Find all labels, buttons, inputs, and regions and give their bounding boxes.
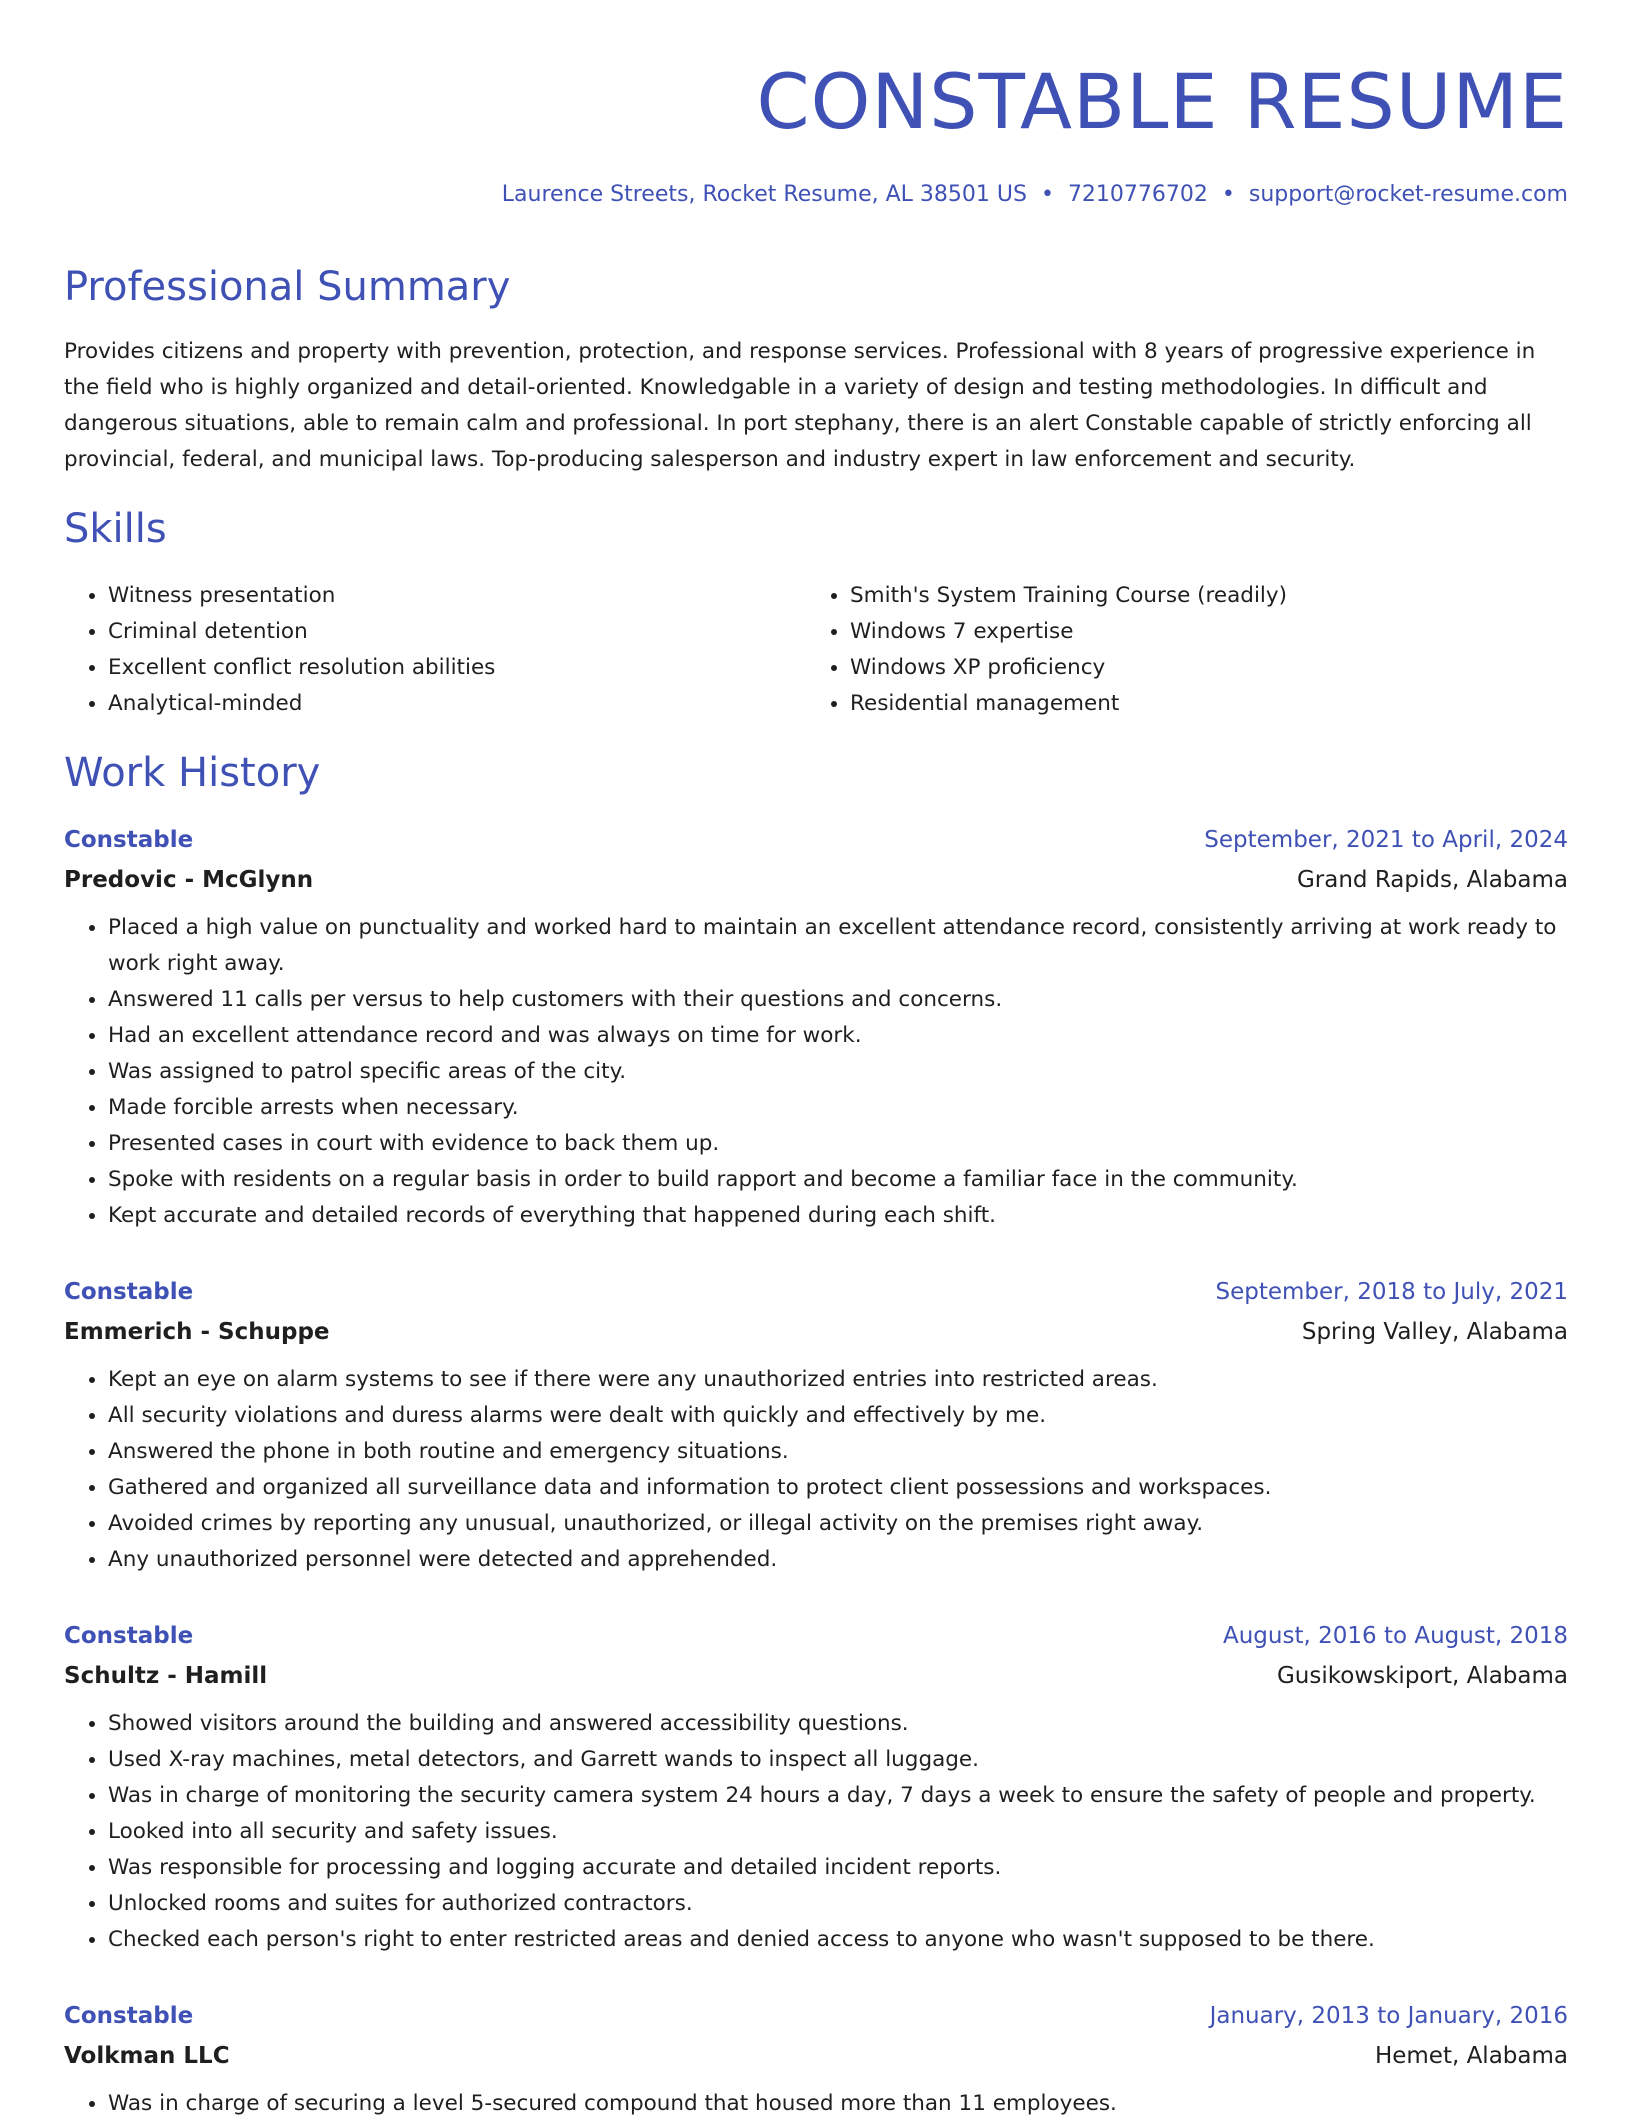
duty-item: • Kept accurate and detailed records of everything that happened during each shift. <box>108 1198 1568 1234</box>
separator-dot: • <box>1040 182 1054 207</box>
job-duties <box>64 1706 1568 1958</box>
skills-list <box>64 578 1568 722</box>
duty-item: • Placed a high value on punctuality and worked hard to maintain an excellent attendance record, consistently arriving at work ready to work right away. <box>108 910 1568 982</box>
job-company: Emmerich - Schuppe <box>64 1319 330 1345</box>
job-company: Volkman LLC <box>64 2043 230 2069</box>
job-company: Predovic - McGlynn <box>64 867 314 893</box>
skill-item: • Windows XP proficiency <box>850 650 1548 686</box>
job-dates: September, 2021 to April, 2024 <box>1204 827 1568 853</box>
duty-item: • Avoided crimes by reporting any unusual, unauthorized, or illegal activity on the premises right away. <box>108 1506 1568 1542</box>
job-dates: January, 2013 to January, 2016 <box>1209 2003 1568 2029</box>
job-company: Schultz - Hamill <box>64 1663 268 1689</box>
job-dates: September, 2018 to July, 2021 <box>1215 1279 1568 1305</box>
duty-item: • Gathered and organized all surveillance data and information to protect client possessions and workspaces. <box>108 1470 1568 1506</box>
duty-item: • All security violations and duress alarms were dealt with quickly and effectively by me. <box>108 1398 1568 1434</box>
job-title: Constable <box>64 2003 194 2029</box>
separator-dot: • <box>1221 182 1235 207</box>
skills-column-right <box>806 578 1548 722</box>
job-location: Grand Rapids, Alabama <box>1296 867 1568 893</box>
skill-item: • Analytical-minded <box>108 686 806 722</box>
job-entry <box>64 1616 1568 1958</box>
skill-item: • Witness presentation <box>108 578 806 614</box>
job-title: Constable <box>64 1279 194 1305</box>
duty-item: • Made forcible arrests when necessary. <box>108 1090 1568 1126</box>
job-dates: August, 2016 to August, 2018 <box>1223 1623 1568 1649</box>
job-duties <box>64 1362 1568 1578</box>
job-entry <box>64 820 1568 1234</box>
duty-item: • Was assigned to patrol specific areas of the city. <box>108 1054 1568 1090</box>
contact-line <box>502 182 1568 207</box>
job-title: Constable <box>64 1623 194 1649</box>
job-duties <box>64 2086 1568 2122</box>
duty-item: • Spoke with residents on a regular basis in order to build rapport and become a familiar face in the community. <box>108 1162 1568 1198</box>
duty-item: • Used X-ray machines, metal detectors, and Garrett wands to inspect all luggage. <box>108 1742 1568 1778</box>
candidate-name: CONSTABLE RESUME <box>756 57 1568 146</box>
job-entry <box>64 1272 1568 1578</box>
job-duties <box>64 910 1568 1234</box>
duty-item: • Answered 11 calls per versus to help customers with their questions and concerns. <box>108 982 1568 1018</box>
job-title: Constable <box>64 827 194 853</box>
duty-item: • Answered the phone in both routine and emergency situations. <box>108 1434 1568 1470</box>
duty-item: • Was in charge of monitoring the security camera system 24 hours a day, 7 days a week to ensure the safety of people and property. <box>108 1778 1568 1814</box>
skills-heading: Skills <box>64 506 167 552</box>
duty-item: • Was in charge of securing a level 5-secured compound that housed more than 11 employees. <box>108 2086 1568 2122</box>
skill-item: • Excellent conflict resolution abilities <box>108 650 806 686</box>
duty-item: • Kept an eye on alarm systems to see if there were any unauthorized entries into restricted areas. <box>108 1362 1568 1398</box>
duty-item: • Any unauthorized personnel were detected and apprehended. <box>108 1542 1568 1578</box>
skill-item: • Residential management <box>850 686 1548 722</box>
job-location: Gusikowskiport, Alabama <box>1276 1663 1568 1689</box>
work-history-heading: Work History <box>64 750 321 796</box>
skills-column-left <box>64 578 806 722</box>
phone-text: 7210776702 <box>1067 182 1208 207</box>
job-entry <box>64 1996 1568 2122</box>
duty-item: • Unlocked rooms and suites for authorized contractors. <box>108 1886 1568 1922</box>
skill-item: • Windows 7 expertise <box>850 614 1548 650</box>
duty-item: • Had an excellent attendance record and was always on time for work. <box>108 1018 1568 1054</box>
duty-item: • Showed visitors around the building and answered accessibility questions. <box>108 1706 1568 1742</box>
summary-heading: Professional Summary <box>64 264 511 310</box>
address-text: Laurence Streets, Rocket Resume, AL 38501 US <box>501 182 1027 207</box>
duty-item: • Was responsible for processing and logging accurate and detailed incident reports. <box>108 1850 1568 1886</box>
duty-item: • Checked each person's right to enter restricted areas and denied access to anyone who wasn't supposed to be there. <box>108 1922 1568 1958</box>
duty-item: • Presented cases in court with evidence to back them up. <box>108 1126 1568 1162</box>
email-link[interactable]: support@rocket-resume.com <box>1248 182 1568 207</box>
job-location: Hemet, Alabama <box>1374 2043 1568 2069</box>
skill-item: • Smith's System Training Course (readily) <box>850 578 1548 614</box>
duty-item: • Looked into all security and safety issues. <box>108 1814 1568 1850</box>
resume-page <box>64 0 1568 2116</box>
skill-item: • Criminal detention <box>108 614 806 650</box>
summary-text: Provides citizens and property with prevention, protection, and response services. Professional with 8 years of progressive experience in the field who is highly organized and detail-oriented. Knowledgable in a variety of design and testing methodologies. In difficult and dangerous situations, able to remain calm and professional. In port stephany, there is an alert Constable capable of strictly enforcing all provincial, federal, and municipal laws. Top-producing salesperson and industry expert in law enforcement and security. <box>64 339 1536 472</box>
job-location: Spring Valley, Alabama <box>1301 1319 1568 1345</box>
